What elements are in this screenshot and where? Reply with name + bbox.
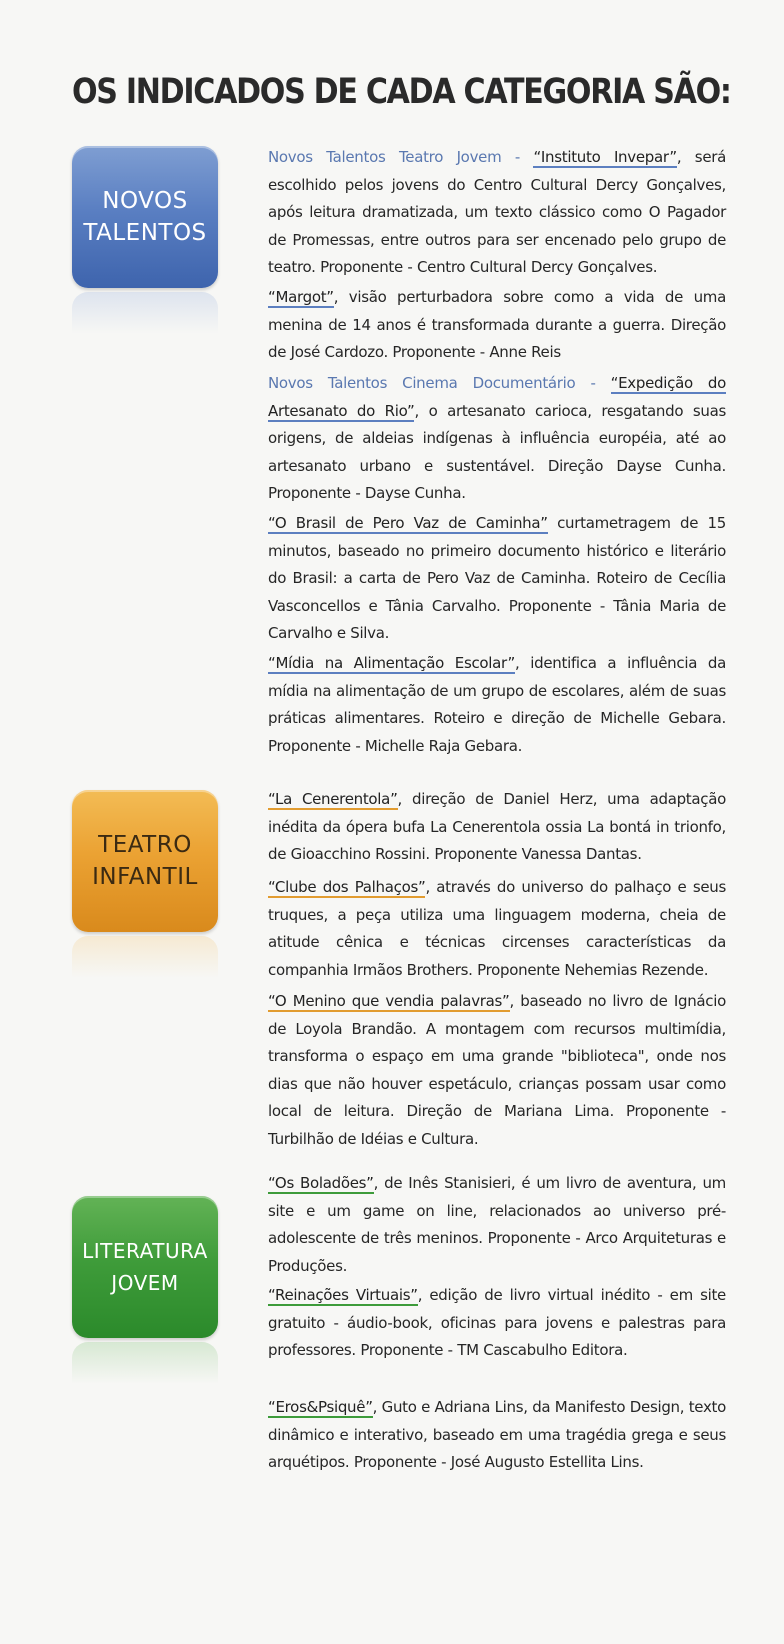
entry-title: “Expedição do Artesanato do Rio” — [268, 374, 727, 420]
entry-title: “O Brasil de Pero Vaz de Caminha” — [268, 514, 548, 532]
entry-margot — [268, 284, 726, 367]
entry-body: , será escolhido pelos jovens do Centro Cultural Dercy Gonçalves, após leitura dramatizada, um texto clássico como O Pagador de Promessas, entre outros para ser encenado pelo grupo de teatro. Proponente - Centro Cultural Dercy Gonçalves. — [268, 148, 727, 276]
entry-reinacoes-virtuais — [268, 1282, 726, 1365]
entry-instituto-invepar — [268, 144, 726, 282]
entry-kicker: Novos Talentos Teatro Jovem - — [268, 148, 534, 166]
category-label: TEATRO INFANTIL — [92, 832, 198, 890]
entry-body: , direção de Daniel Herz, uma adaptação inédita da ópera bufa La Cenerentola ossia La bontá in trionfo, de Gioacchino Rossini. Proponente Vanessa Dantas. — [268, 790, 726, 863]
entry-title: “Eros&Psiquê” — [268, 1398, 373, 1416]
entry-body: , edição de livro virtual inédito - em site gratuito - áudio-book, oficinas para jovens e palestras para professores. Proponente - TM Cascabulho Editora. — [268, 1286, 726, 1359]
entry-title: “Margot” — [268, 288, 334, 306]
entry-body: , o artesanato carioca, resgatando suas origens, de aldeias indígenas à influência européia, até ao artesanato urbano e sustentável. Direção Dayse Cunha. Proponente - Dayse Cunha. — [268, 401, 726, 502]
entry-title: “La Cenerentola” — [268, 790, 398, 808]
entry-title: “Mídia na Alimentação Escolar” — [268, 654, 516, 672]
tile-reflection — [72, 936, 218, 978]
entry-title: “O Menino que vendia palavras” — [268, 992, 510, 1010]
entry-os-boladoes — [268, 1170, 726, 1280]
entry-title: “Clube dos Palhaços” — [268, 878, 426, 896]
entry-body: , de Inês Stanisieri, é um livro de aventura, um site e um game on line, relacionados ao universo pré-adolescente de três meninos. Proponente - Arco Arquiteturas e Produções. — [268, 1174, 726, 1275]
category-tile-novos-talentos — [72, 146, 218, 288]
entry-eros-psique — [268, 1394, 726, 1477]
entry-body: , visão perturbadora sobre como a vida de uma menina de 14 anos é transformada durante a guerra. Direção de José Cardozo. Proponente - Anne Reis — [268, 288, 726, 361]
entry-clube-palhacos — [268, 874, 726, 984]
entry-kicker: Novos Talentos Cinema Documentário - — [268, 374, 611, 392]
entry-la-cenerentola — [268, 786, 726, 869]
entry-title: “Reinações Virtuais” — [268, 1286, 418, 1304]
entry-title: “Os Boladões” — [268, 1174, 374, 1192]
entry-menino-palavras — [268, 988, 726, 1153]
entry-body: , através do universo do palhaço e seus truques, a peça utiliza uma linguagem moderna, cheia de atitude cênica e técnicas circenses características da companhia Irmãos Brothers. Proponente Nehemias Rezende. — [268, 878, 726, 979]
category-label: LITERATURA JOVEM — [82, 1239, 208, 1295]
entry-expedicao-artesanato — [268, 370, 726, 508]
category-tile-literatura-jovem — [72, 1196, 218, 1338]
category-label: NOVOS TALENTOS — [83, 188, 207, 246]
entry-body: , Guto e Adriana Lins, da Manifesto Design, texto dinâmico e interativo, baseado em uma tragédia grega e seus arquétipos. Proponente - José Augusto Estellita Lins. — [268, 1398, 726, 1471]
entry-body: curtametragem de 15 minutos, baseado no primeiro documento histórico e literário do Brasil: a carta de Pero Vaz de Caminha. Roteiro de Cecília Vasconcellos e Tânia Carvalho. Proponente - Tânia Maria de Carvalho e Silva. — [268, 514, 727, 642]
entry-title: “Instituto Invepar” — [533, 148, 677, 166]
category-tile-teatro-infantil — [72, 790, 218, 932]
tile-reflection — [72, 1342, 218, 1384]
tile-reflection — [72, 292, 218, 334]
entry-brasil-pero-vaz — [268, 510, 726, 648]
entry-midia-alimentacao — [268, 650, 726, 760]
page-title: OS INDICADOS DE CADA CATEGORIA SÃO: — [72, 72, 731, 112]
entry-body: , baseado no livro de Ignácio de Loyola Brandão. A montagem com recursos multimídia, transforma o espaço em uma grande "biblioteca", onde nos dias que não houver espetáculo, crianças possam usar como local de leitura. Direção de Mariana Lima. Proponente - Turbilhão de Idéias e Cultura. — [268, 992, 726, 1148]
entry-body: , identifica a influência da mídia na alimentação de um grupo de escolares, além de suas práticas alimentares. Roteiro e direção de Michelle Gebara. Proponente - Michelle Raja Gebara. — [268, 654, 726, 755]
